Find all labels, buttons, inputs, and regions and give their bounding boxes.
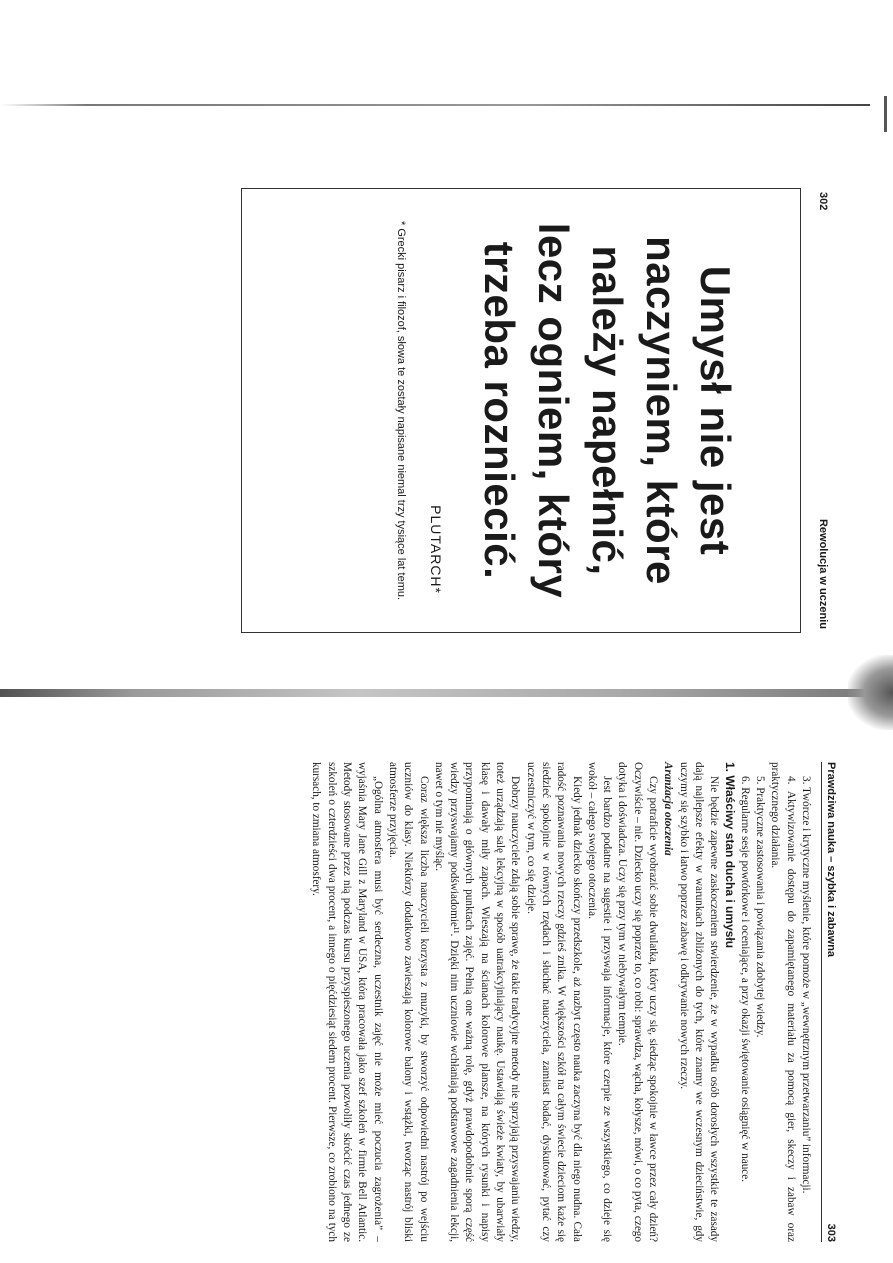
list-item: 3. Twórcze i krytyczne myślenie, które pomoże w „wewnętrznym przetwarzaniu” informacji. bbox=[800, 776, 812, 1194]
book-fold-shadow bbox=[848, 655, 893, 730]
paragraph: Kiedy jednak dziecko skończy przedszkole, aż nazbyt często nauka zaczyna być dla niego nudna. Cała radość poznawania nowych rzeczy gdzieś znika. W większości szkół na całym świecie dzieciom każe się siedzieć spokojnie w równych rzędach i słuchać nauczyciela, zamiast badać, dyskutować, pytać czy uczestniczyć w tym, co się dzieje. bbox=[524, 762, 583, 1242]
running-head-title: Prawdziwa nauka – szybka i zabawna bbox=[825, 762, 837, 958]
page-303 bbox=[67, 762, 837, 1242]
running-head-302 bbox=[813, 188, 829, 633]
subsection-heading: Aranżacja otoczenia bbox=[662, 762, 675, 856]
page-body bbox=[308, 762, 813, 1242]
quote-text: Umysł nie jest naczyniem, które należy napełnić, lecz ogniem, który trzeba rozniecić. bbox=[476, 222, 739, 599]
scan-corner-mark bbox=[884, 96, 887, 132]
list-item: 4. Aktywizowanie dostępu do zapamiętanego materiału za pomocą gier, skeczy i zabaw oraz praktycznego działania. bbox=[769, 762, 797, 1242]
running-head-title: Rewolucja w uczeniu bbox=[817, 518, 829, 629]
section-heading: 1. Właściwy stan ducha i umysłu bbox=[722, 762, 737, 949]
list-item: 5. Praktyczne zastosowania i powiązania zdobytej wiedzy. bbox=[754, 776, 767, 1038]
page-302 bbox=[69, 188, 829, 633]
page-number: 302 bbox=[817, 192, 829, 211]
scan-edge-line bbox=[0, 104, 870, 106]
quote-author: PLUTARCH* bbox=[428, 505, 444, 594]
paragraph: Jest bardzo podatne na sugestie i przyswaja informacje, które czerpie ze wszystkiego, co dzieje się wokół – całego swojego otoczenia. bbox=[585, 762, 614, 1242]
book-fold-line bbox=[0, 689, 893, 697]
footnote: * Grecki pisarz i filozof, słowa te zostały napisane niemal trzy tysiące lat temu. bbox=[395, 221, 407, 601]
paragraph: Nie będzie zapewne zaskoczeniem stwierdzenie, że w wypadku osób dorosłych wszystkie te zasady dają najlepsze efekty w warunkach zbliżonych do tych, które znamy we wczesnym dzieciństwie, gdy uczymy się szybko i łatwo poprzez zabawę i odkrywanie nowych rzeczy. bbox=[677, 762, 721, 1242]
paragraph: Coraz większa liczba nauczycieli korzysta z muzyki, by stworzyć odpowiedni nastrój po wejściu uczniów do klasy. Niektórzy dodatkowo zawieszają kolorowe balony i wstążki, tworząc nastrój bliski atmosferze przyjęcia. bbox=[386, 762, 430, 1242]
list-item: 6. Regularne sesje powtórkowe i oceniające, a przy okazji świętowanie osiągnięć w nauce. bbox=[738, 776, 751, 1183]
paragraph: Czy potraficie wyobrazić sobie dwulatka, który uczy się, siedząc spokojnie w ławce przez cały dzień? Oczywiście – nie. Dziecko uczy się poprzez to, co robi: sprawdza, wącha, kołysze, mówi, o co pyta, czego dotyka i doświadcza. Uczy się przy tym w niebywałym tempie. bbox=[616, 762, 660, 1242]
paragraph: „Ogólna atmosfera musi być serdeczna, uczestnik zajęć nie może mieć poczucia zagrożenia” – wyjaśnia Mary Jane Gill z Maryland w USA, która pracowała jako szef szkoleń w firmie Bell Atlantic. Metody stosowane przez nią podczas kursu przyspieszonego uczenia pozwoliły skrócić czas jednego ze szkoleń o czterdzieści dwa procent, a innego o pięćdziesiąt siedem procent. Pierwsze, co zrobiono na tych kursach, to zmiana atmosfery. bbox=[310, 762, 384, 1242]
page-number: 303 bbox=[825, 1223, 837, 1242]
paragraph: Dobrzy nauczyciele zdają sobie sprawę, że takie tradycyjne metody nie sprzyjają przyswajaniu wiedzy, toteż urządzają salę lekcyjną w sposób uatrakcyjniający naukę. Ustawiają świeże kwiaty, by ubarwiały klasę i dawały miły zapach. Wieszają na ścianach kolorowe plansze, na których rysunki i napisy przypominają o głównych punktach zajęć. Pełnią one ważną rolę, gdyż prawdopodobnie sporą część wiedzy przyswajamy podświadomie¹¹. Dzięki nim uczniowie wchłaniają podstawowe zagadnienia lekcji, nawet o tym nie myśląc. bbox=[432, 762, 522, 1242]
running-head-303 bbox=[821, 762, 837, 1242]
quote-box bbox=[241, 188, 801, 633]
